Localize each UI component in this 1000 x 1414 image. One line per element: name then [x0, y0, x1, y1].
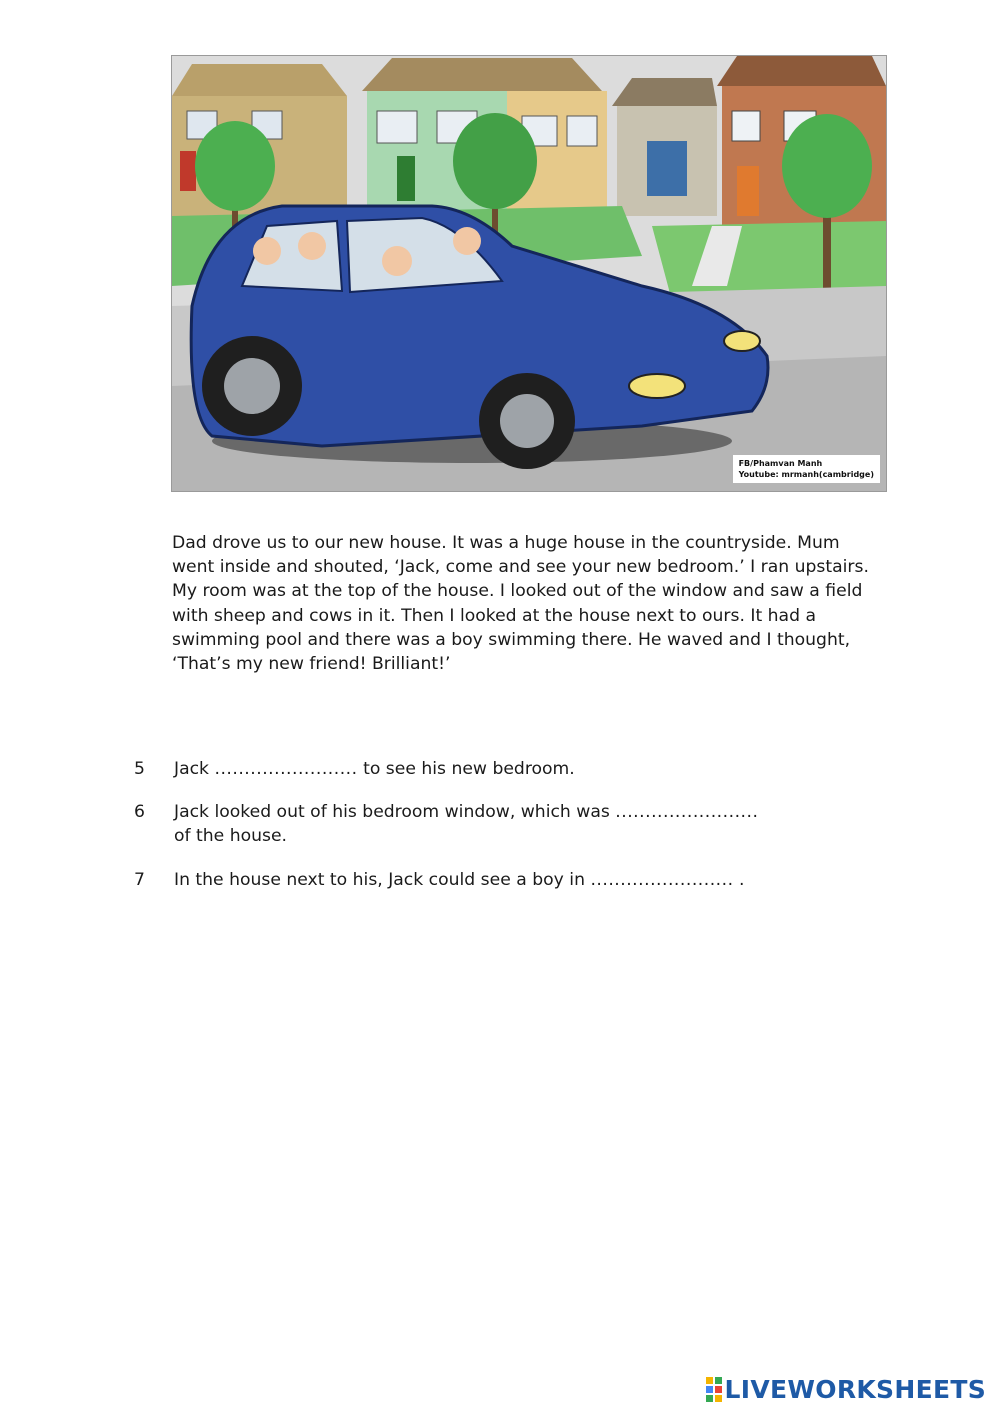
liveworksheets-logo: [706, 1375, 986, 1404]
answer-blank[interactable]: ........................: [590, 870, 734, 890]
credit-line-youtube: Youtube: mrmanh(cambridge): [738, 470, 874, 479]
liveworksheets-logo-text: LIVEWORKSHEETS: [724, 1375, 986, 1404]
liveworksheets-logo-icon: [706, 1377, 722, 1402]
question-number: 6: [134, 802, 145, 822]
answer-blank[interactable]: ........................: [214, 759, 358, 779]
credit-line-facebook: FB/Phamvan Manh: [738, 459, 823, 468]
question-text: Jack looked out of his bedroom window, which was: [174, 802, 610, 822]
question-text-end: .: [739, 870, 745, 890]
question-number: 5: [134, 759, 145, 779]
question-text: In the house next to his, Jack could see a boy in: [174, 870, 585, 890]
family-car-illustration: [171, 55, 887, 492]
question-number: 7: [134, 870, 145, 890]
question-text: Jack: [174, 759, 210, 779]
answer-blank[interactable]: ........................: [615, 802, 759, 822]
street-scene: [172, 56, 886, 491]
image-credit: [733, 455, 880, 483]
question-6: [134, 800, 894, 848]
question-7: [134, 868, 894, 892]
question-text-end: to see his new bedroom.: [363, 759, 575, 779]
question-text-end: of the house.: [174, 826, 287, 846]
passage-text: Dad drove us to our new house. It was a huge house in the countryside. Mum went inside and shouted, ‘Jack, come and see your new bedroom.’ I ran upstairs. My room was at the top of the house. I looked out of the window and saw a field with sheep and cows in it. Then I looked at the house next to ours. It had a swimming pool and there was a boy swimming there. He waved and I thought, ‘That’s my new friend! Brilliant!’: [172, 533, 869, 675]
reading-passage: [172, 531, 887, 676]
question-5: [134, 757, 894, 781]
